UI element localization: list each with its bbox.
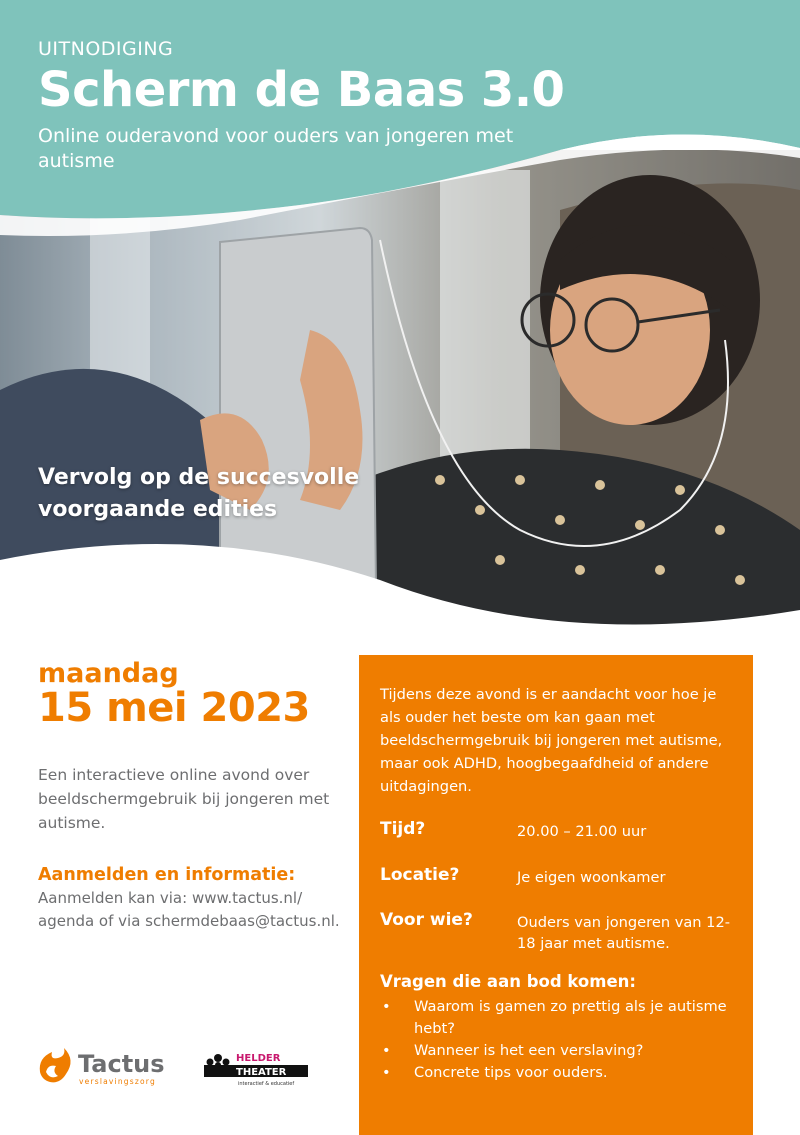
tagline: Vervolg op de succesvolle voorgaande edities xyxy=(38,465,360,522)
list-item xyxy=(380,1040,740,1062)
tactus-sub: verslavingszorg xyxy=(79,1077,156,1086)
event-intro: Een interactieve online avond over beeldschermgebruik bij jongeren met autisme. xyxy=(38,766,330,832)
event-info xyxy=(38,658,348,933)
list-item xyxy=(380,996,740,1040)
signup-text: Aanmelden kan via: www.tactus.nl/ agenda of via schermdebaas@tactus.nl. xyxy=(38,889,340,930)
list-item xyxy=(380,1062,740,1084)
event-date: 15 mei 2023 xyxy=(38,685,310,731)
question-text: Wanneer is het een verslaving? xyxy=(414,1042,644,1059)
question-text: Concrete tips voor ouders. xyxy=(414,1064,608,1081)
helder-top: HELDER xyxy=(236,1053,281,1064)
bullet: • xyxy=(382,998,391,1015)
question-text: Waarom is gamen zo prettig als je autisme hebt? xyxy=(414,998,727,1037)
detail-value: Ouders van jongeren van 12-18 jaar met autisme. xyxy=(517,914,731,952)
bullet: • xyxy=(382,1042,391,1059)
detail-value: 20.00 – 21.00 uur xyxy=(517,823,647,840)
questions-heading: Vragen die aan bod komen: xyxy=(380,972,636,991)
helder-sub: interactief & educatief xyxy=(238,1081,295,1087)
signup-heading: Aanmelden en informatie: xyxy=(38,865,296,885)
detail-label: Voor wie? xyxy=(380,910,473,930)
header xyxy=(38,38,564,174)
tactus-logo xyxy=(36,1046,186,1091)
details-lead: Tijdens deze avond is er aandacht voor hoe je als ouder het beste om kan gaan met beeldschermgebruik bij jongeren met autisme, maar ook ADHD, hoogbegaafdheid of andere uitdagingen. xyxy=(380,686,723,795)
detail-value: Je eigen woonkamer xyxy=(517,869,666,886)
tactus-name: Tactus xyxy=(78,1050,165,1078)
kicker: UITNODIGING xyxy=(38,38,174,60)
details-panel xyxy=(359,655,753,1135)
detail-label: Tijd? xyxy=(380,819,426,839)
questions-list xyxy=(380,996,740,1084)
detail-label: Locatie? xyxy=(380,865,460,885)
bullet: • xyxy=(382,1064,391,1081)
page-title: Scherm de Baas 3.0 xyxy=(38,62,565,118)
helder-theater-logo xyxy=(204,1048,314,1088)
helder-mid: THEATER xyxy=(236,1067,287,1078)
flame-icon xyxy=(40,1048,71,1082)
event-day: maandag xyxy=(38,658,179,689)
page-subtitle: Online ouderavond voor ouders van jongeren met autisme xyxy=(38,125,514,172)
